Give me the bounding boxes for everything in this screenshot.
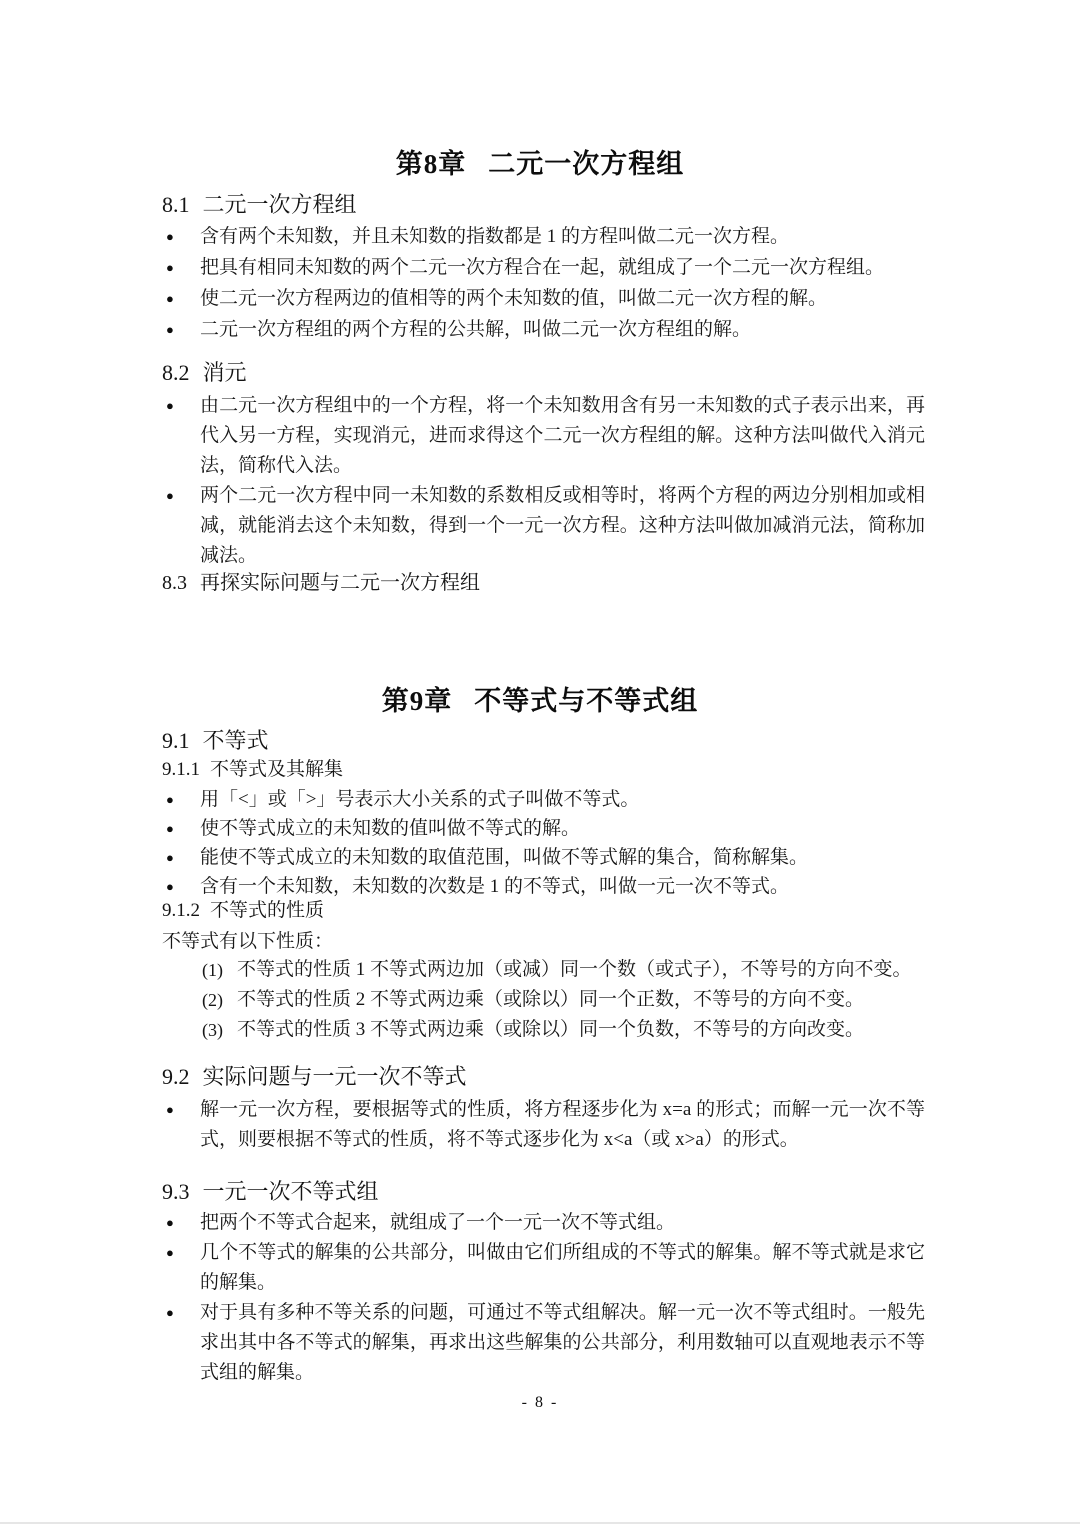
subsection-title: 不等式的性质 [210, 900, 325, 921]
section-heading [162, 1179, 379, 1205]
bullet-icon: ● [166, 291, 174, 306]
chapter-name: 不等式与不等式组 [474, 686, 699, 716]
subsection-number: 9.1.1 [162, 759, 200, 780]
section-heading [162, 570, 480, 596]
bullet-icon: ● [166, 1245, 174, 1260]
bullet-text: 两个二元一次方程中同一未知数的系数相反或相等时，将两个方程的两边分别相加或相减，就能消去这个未知数，得到一个一元一次方程。这种方法叫做加减消元法，简称加减法。 [200, 485, 925, 566]
subsection-title: 不等式及其解集 [210, 759, 344, 780]
bullet-text: 能使不等式成立的未知数的取值范围，叫做不等式解的集合，简称解集。 [200, 847, 809, 868]
section-number: 9.1 [162, 728, 190, 753]
bullet-text: 使二元一次方程两边的值相等的两个未知数的值，叫做二元一次方程的解。 [200, 288, 828, 309]
bullet-list [163, 391, 925, 571]
bullet-item [163, 283, 925, 314]
bullet-item [163, 252, 925, 283]
page-number: - 8 - [521, 1394, 559, 1411]
bullet-text: 由二元一次方程组中的一个方程，将一个未知数用含有另一未知数的式子表示出来，再代入另一方程，实现消元，进而求得这个二元一次方程组的解。这种方法叫做代入消元法，简称代入法。 [200, 395, 925, 476]
bullet-list [163, 221, 925, 345]
bullet-text: 解一元一次方程，要根据等式的性质，将方程逐步化为 x=a 的形式；而解一元一次不等式，则要根据不等式的性质，将不等式逐步化为 x<a（或 x>a）的形式。 [200, 1099, 925, 1150]
bullet-icon: ● [166, 792, 174, 807]
bullet-item [163, 1095, 925, 1155]
bullet-item [163, 481, 925, 571]
chapter-number: 第8章 [395, 149, 467, 179]
numbered-item [163, 955, 925, 985]
bullet-text: 使不等式成立的未知数的值叫做不等式的解。 [200, 818, 581, 839]
bullet-item [163, 843, 925, 872]
numbered-text: 不等式的性质 3 不等式两边乘（或除以）同一个负数，不等号的方向改变。 [237, 1019, 865, 1040]
chapter-title [0, 142, 1080, 181]
bullet-text: 二元一次方程组的两个方程的公共解，叫做二元一次方程组的解。 [200, 319, 752, 340]
bullet-icon: ● [166, 322, 174, 337]
bullet-icon: ● [166, 821, 174, 836]
bullet-icon: ● [166, 1102, 174, 1117]
numbered-text: 不等式的性质 1 不等式两边加（或减）同一个数（或式子），不等号的方向不变。 [237, 959, 912, 980]
bullet-icon: ● [166, 229, 174, 244]
bullet-list [163, 1095, 925, 1155]
section-number: 9.2 [162, 1064, 190, 1089]
bullet-text: 几个不等式的解集的公共部分，叫做由它们所组成的不等式的解集。解不等式就是求它的解集。 [200, 1242, 925, 1293]
bullet-item [163, 785, 925, 814]
bullet-item [163, 391, 925, 481]
section-heading [162, 728, 269, 754]
intro-line: 不等式有以下性质： [162, 931, 334, 952]
bullet-item [163, 814, 925, 843]
bullet-list [163, 1208, 925, 1388]
bullet-text: 把具有相同未知数的两个二元一次方程合在一起，就组成了一个二元一次方程组。 [200, 257, 885, 278]
section-title: 实际问题与一元一次不等式 [202, 1064, 467, 1089]
bullet-item [163, 221, 925, 252]
section-heading [162, 1064, 467, 1090]
bullet-text: 用「<」或「>」号表示大小关系的式子叫做不等式。 [200, 789, 640, 810]
section-title: 不等式 [202, 728, 269, 753]
bullet-item [163, 1208, 925, 1238]
scan-edge-line [0, 1522, 1080, 1524]
subsection-heading [162, 899, 324, 923]
chapter-title [0, 679, 1080, 718]
section-title: 消元 [202, 360, 247, 385]
numbered-list [163, 955, 925, 1045]
bullet-text: 含有一个未知数，未知数的次数是 1 的不等式，叫做一元一次不等式。 [200, 876, 790, 897]
bullet-icon: ● [166, 260, 174, 275]
numbered-marker: (3) [202, 1020, 223, 1040]
numbered-text: 不等式的性质 2 不等式两边乘（或除以）同一个正数，不等号的方向不变。 [237, 989, 865, 1010]
numbered-item [163, 985, 925, 1015]
section-number: 8.3 [162, 572, 187, 594]
chapter-name: 二元一次方程组 [488, 149, 685, 179]
numbered-marker: (1) [202, 960, 223, 980]
bullet-text: 对于具有多种不等关系的问题，可通过不等式组解决。解一元一次不等式组时。一般先求出其中各不等式的解集，再求出这些解集的公共部分，利用数轴可以直观地表示不等式组的解集。 [200, 1302, 925, 1383]
bullet-item [163, 872, 925, 901]
subsection-number: 9.1.2 [162, 900, 200, 921]
bullet-list [163, 785, 925, 901]
bullet-item [163, 1298, 925, 1388]
section-title: 二元一次方程组 [202, 192, 357, 217]
bullet-item [163, 1238, 925, 1298]
bullet-item [163, 314, 925, 345]
bullet-icon: ● [166, 1305, 174, 1320]
section-number: 9.3 [162, 1179, 190, 1204]
numbered-item [163, 1015, 925, 1045]
bullet-text: 含有两个未知数，并且未知数的指数都是 1 的方程叫做二元一次方程。 [200, 226, 790, 247]
chapter-number: 第9章 [381, 686, 453, 716]
bullet-icon: ● [166, 879, 174, 894]
section-heading [162, 360, 247, 386]
numbered-marker: (2) [202, 990, 223, 1010]
section-heading [162, 192, 357, 218]
bullet-icon: ● [166, 398, 174, 413]
section-title: 再探实际问题与二元一次方程组 [200, 572, 480, 594]
bullet-icon: ● [166, 488, 174, 503]
bullet-text: 把两个不等式合起来，就组成了一个一元一次不等式组。 [200, 1212, 676, 1233]
section-number: 8.2 [162, 360, 190, 385]
section-number: 8.1 [162, 192, 190, 217]
bullet-icon: ● [166, 1215, 174, 1230]
bullet-icon: ● [166, 850, 174, 865]
section-title: 一元一次不等式组 [202, 1179, 379, 1204]
subsection-heading [162, 758, 343, 782]
